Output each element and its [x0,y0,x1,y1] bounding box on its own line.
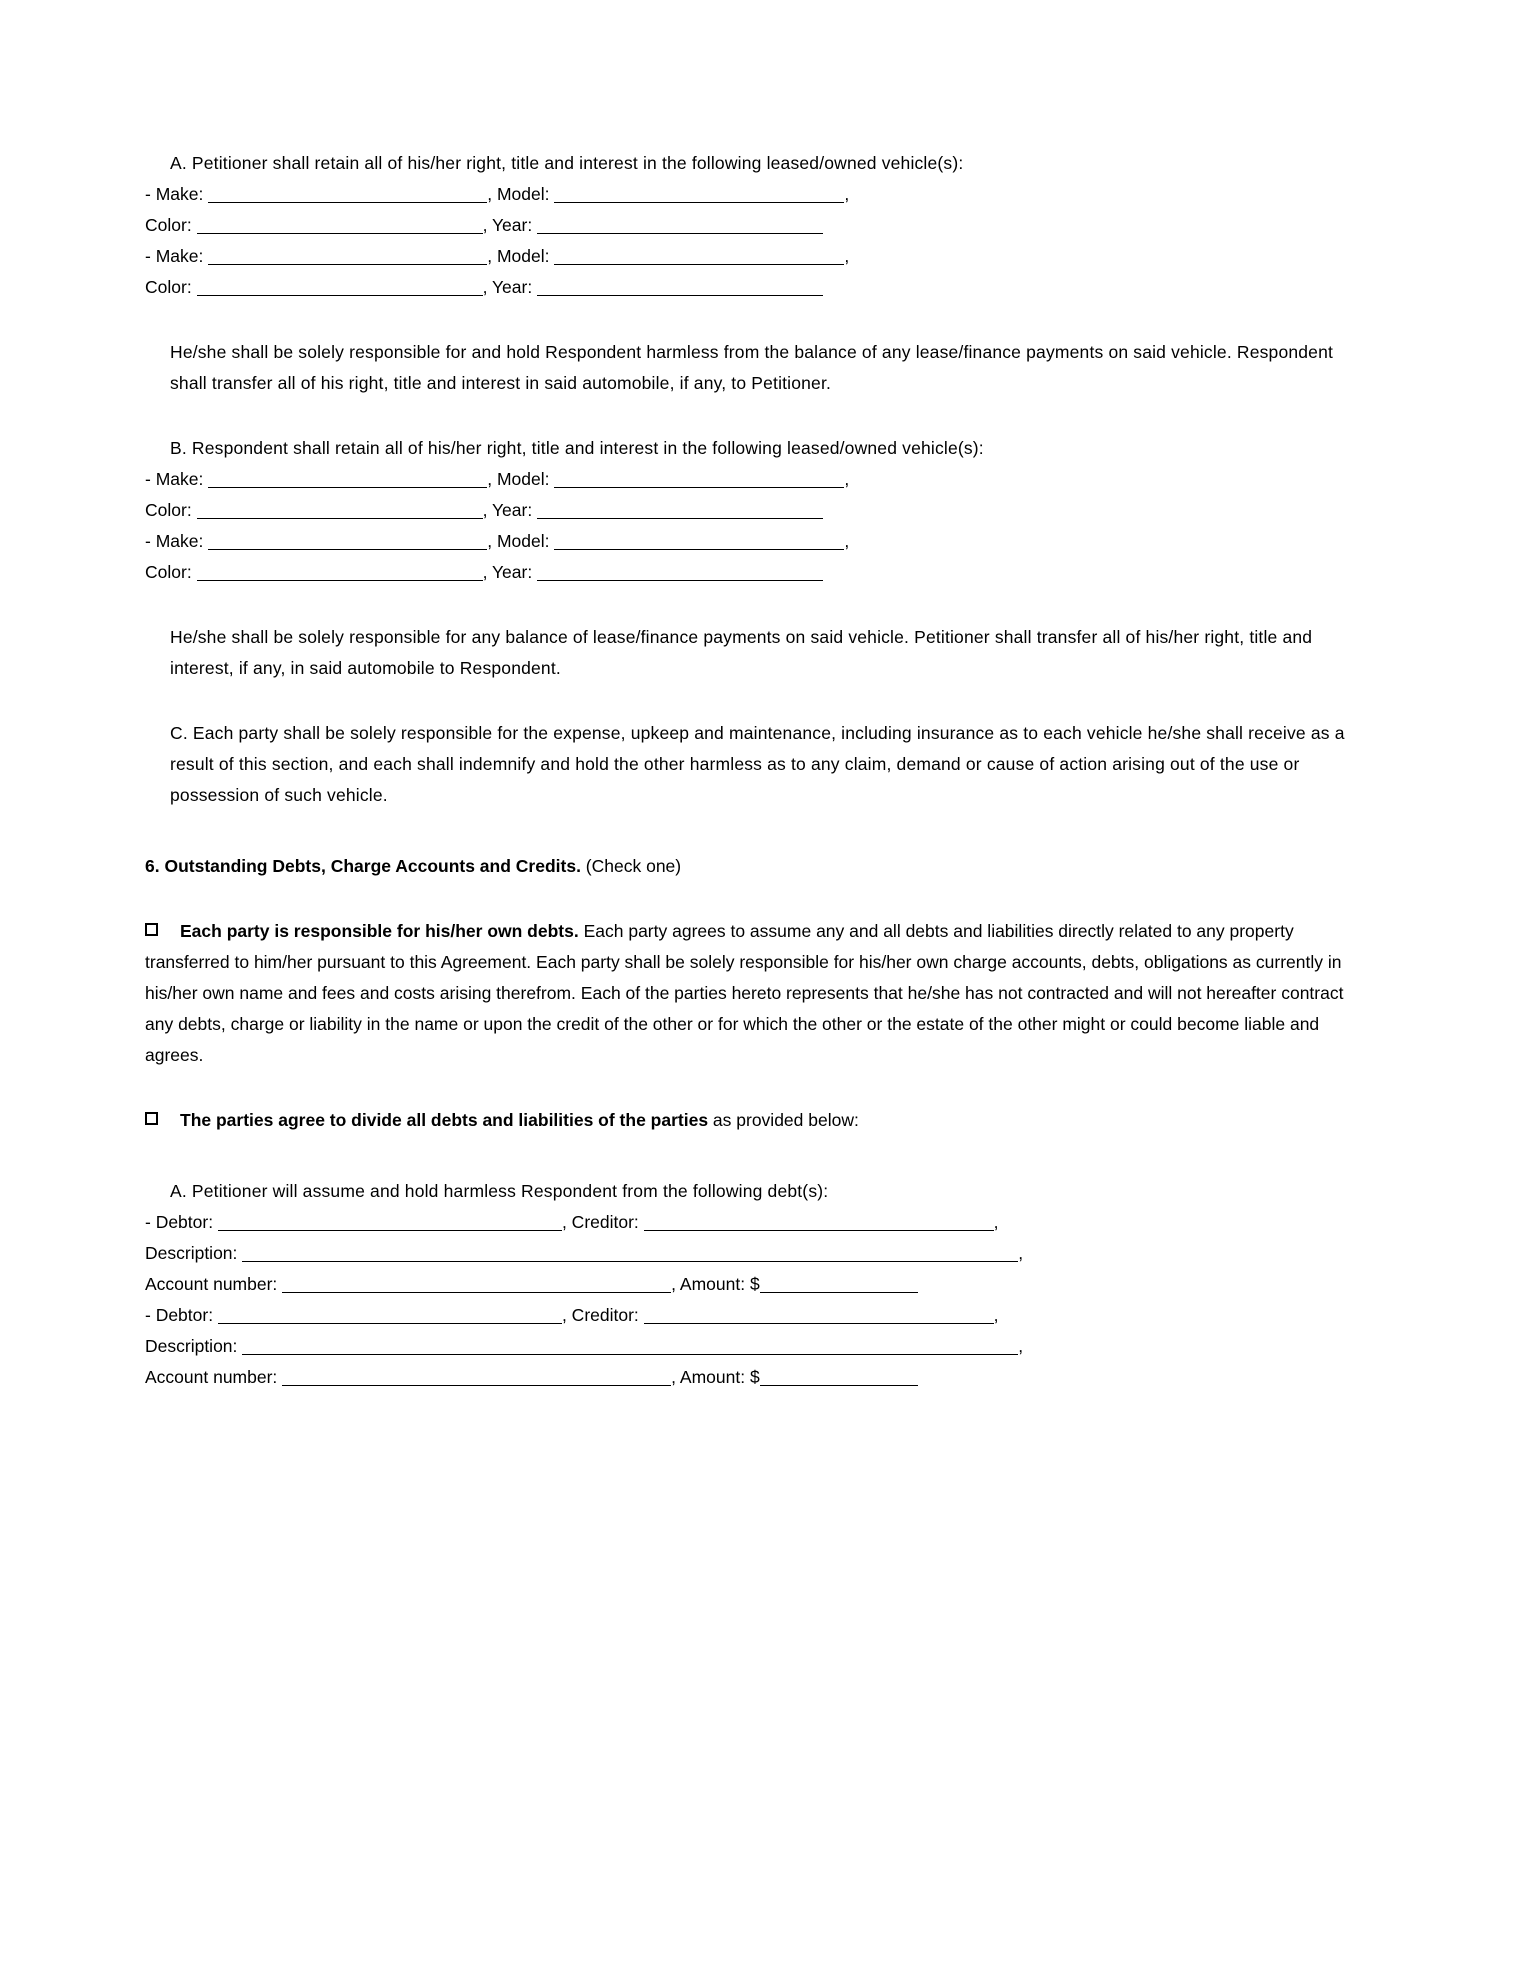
model-label-b1: , Model: [487,469,550,489]
debt-option-1-lead: Each party is responsible for his/her own debts. [180,921,579,941]
amount-label-1: , Amount: $ [671,1274,760,1294]
debts-section-a-intro: A. Petitioner will assume and hold harmless Respondent from the following debt(s): [170,1181,829,1201]
description-label-1: Description: [145,1243,238,1263]
year-field-b1[interactable] [537,502,823,519]
description-field-1[interactable] [242,1245,1018,1262]
debt-option-2[interactable] [145,1105,1360,1136]
description-end-1: , [1018,1243,1024,1263]
color-label-b2: Color: [145,562,192,582]
amount-label-2: , Amount: $ [671,1367,760,1387]
account-field-2[interactable] [282,1369,671,1386]
vehicle-a-row-4 [145,272,1360,303]
checkbox-icon-option-2[interactable] [145,1112,158,1125]
section-6-heading-rest: (Check one) [580,856,682,876]
account-field-1[interactable] [282,1276,671,1293]
debt-entry-1-debtor-row [145,1207,1360,1238]
debt-entry-2-account-row [145,1362,1360,1393]
vehicle-section-c-paragraph: C. Each party shall be solely responsible for the expense, upkeep and maintenance, including insurance as to each vehicle he/she shall receive as a result of this section, and each shall indemnify and hold the other harmless as to any claim, demand or cause of action arising out of the use or possession of such vehicle. [170,723,1345,805]
debtor-label-2: - Debtor: [145,1305,214,1325]
year-label-b1: , Year: [482,500,533,520]
vehicle-a-row-1 [145,179,1360,210]
spacer-7 [145,1071,1360,1105]
color-label-a2: Color: [145,277,192,297]
creditor-field-1[interactable] [644,1214,994,1231]
description-field-2[interactable] [242,1338,1018,1355]
creditor-field-2[interactable] [644,1307,994,1324]
vehicle-a-row-3 [145,241,1360,272]
make-label-a1: - Make: [145,184,204,204]
model-label-a1: , Model: [487,184,550,204]
vehicle-section-a-paragraph: He/she shall be solely responsible for and hold Respondent harmless from the balance of any lease/finance payments on said vehicle. Respondent shall transfer all of his right, title and interest in said automobile, if any, to Petitioner. [170,342,1334,393]
vehicle-b-row-2 [145,495,1360,526]
model-field-b1[interactable] [554,471,844,488]
make-label-a2: - Make: [145,246,204,266]
debt-option-1-body: Each party agrees to assume any and all debts and liabilities directly related to any property transferred to him/her pursuant to this Agreement. Each party shall be solely responsible for his/her own charge accounts, debts, obligations as currently in his/her own name and fees and costs arising therefrom. Each of the parties hereto represents that he/she has not contracted and will not hereafter contract any debts, charge or liability in the name or upon the credit of the other or for which the other or the estate of the other might or could become liable and agrees. [145,921,1344,1065]
vehicle-section-b-paragraph: He/she shall be solely responsible for any balance of lease/finance payments on said vehicle. Petitioner shall transfer all of his/her right, title and interest, if any, in said automobile to Respondent. [170,627,1313,678]
year-field-b2[interactable] [537,564,823,581]
debt-option-2-body: as provided below: [708,1110,859,1130]
vehicle-a-row-2 [145,210,1360,241]
model-end-b1: , [844,469,850,489]
make-label-b2: - Make: [145,531,204,551]
model-end-a2: , [844,246,850,266]
model-field-b2[interactable] [554,533,844,550]
model-field-a2[interactable] [554,248,844,265]
section-6-heading-bold: 6. Outstanding Debts, Charge Accounts and Credits. [145,856,581,876]
amount-field-2[interactable] [760,1369,918,1386]
description-label-2: Description: [145,1336,238,1356]
make-field-b2[interactable] [208,533,487,550]
model-end-a1: , [844,184,850,204]
color-label-b1: Color: [145,500,192,520]
checkbox-icon-option-1[interactable] [145,923,158,936]
color-field-b1[interactable] [197,502,483,519]
debt-entry-2-debtor-row [145,1300,1360,1331]
debtor-field-2[interactable] [218,1307,562,1324]
spacer-1 [145,303,1360,337]
creditor-end-2: , [993,1305,999,1325]
debtor-label-1: - Debtor: [145,1212,214,1232]
creditor-end-1: , [993,1212,999,1232]
model-end-b2: , [844,531,850,551]
color-label-a1: Color: [145,215,192,235]
year-field-a1[interactable] [537,217,823,234]
debt-entry-1-account-row [145,1269,1360,1300]
make-field-a1[interactable] [208,186,487,203]
description-end-2: , [1018,1336,1024,1356]
section-6-heading [145,851,1360,882]
creditor-label-2: , Creditor: [561,1305,639,1325]
debt-option-1[interactable] [145,916,1360,1071]
spacer-8 [145,1136,1360,1176]
vehicle-b-row-1 [145,464,1360,495]
account-label-2: Account number: [145,1367,278,1387]
make-field-a2[interactable] [208,248,487,265]
model-label-a2: , Model: [487,246,550,266]
spacer-6 [145,882,1360,916]
vehicle-b-row-4 [145,557,1360,588]
amount-field-1[interactable] [760,1276,918,1293]
make-label-b1: - Make: [145,469,204,489]
model-field-a1[interactable] [554,186,844,203]
year-label-a2: , Year: [482,277,533,297]
spacer-4 [145,684,1360,718]
debt-entry-1-description-row [145,1238,1360,1269]
color-field-b2[interactable] [197,564,483,581]
vehicle-section-a-intro: A. Petitioner shall retain all of his/her right, title and interest in the following leased/owned vehicle(s): [170,153,964,173]
model-label-b2: , Model: [487,531,550,551]
spacer-2 [145,399,1360,433]
color-field-a2[interactable] [197,279,483,296]
color-field-a1[interactable] [197,217,483,234]
spacer-5 [145,811,1360,851]
debt-option-2-lead: The parties agree to divide all debts and liabilities of the parties [180,1110,709,1130]
creditor-label-1: , Creditor: [561,1212,639,1232]
vehicle-b-row-3 [145,526,1360,557]
year-field-a2[interactable] [537,279,823,296]
spacer-3 [145,588,1360,622]
debt-entry-2-description-row [145,1331,1360,1362]
vehicle-section-b-intro: B. Respondent shall retain all of his/her right, title and interest in the following leased/owned vehicle(s): [170,438,984,458]
make-field-b1[interactable] [208,471,487,488]
debtor-field-1[interactable] [218,1214,562,1231]
year-label-a1: , Year: [482,215,533,235]
account-label-1: Account number: [145,1274,278,1294]
year-label-b2: , Year: [482,562,533,582]
